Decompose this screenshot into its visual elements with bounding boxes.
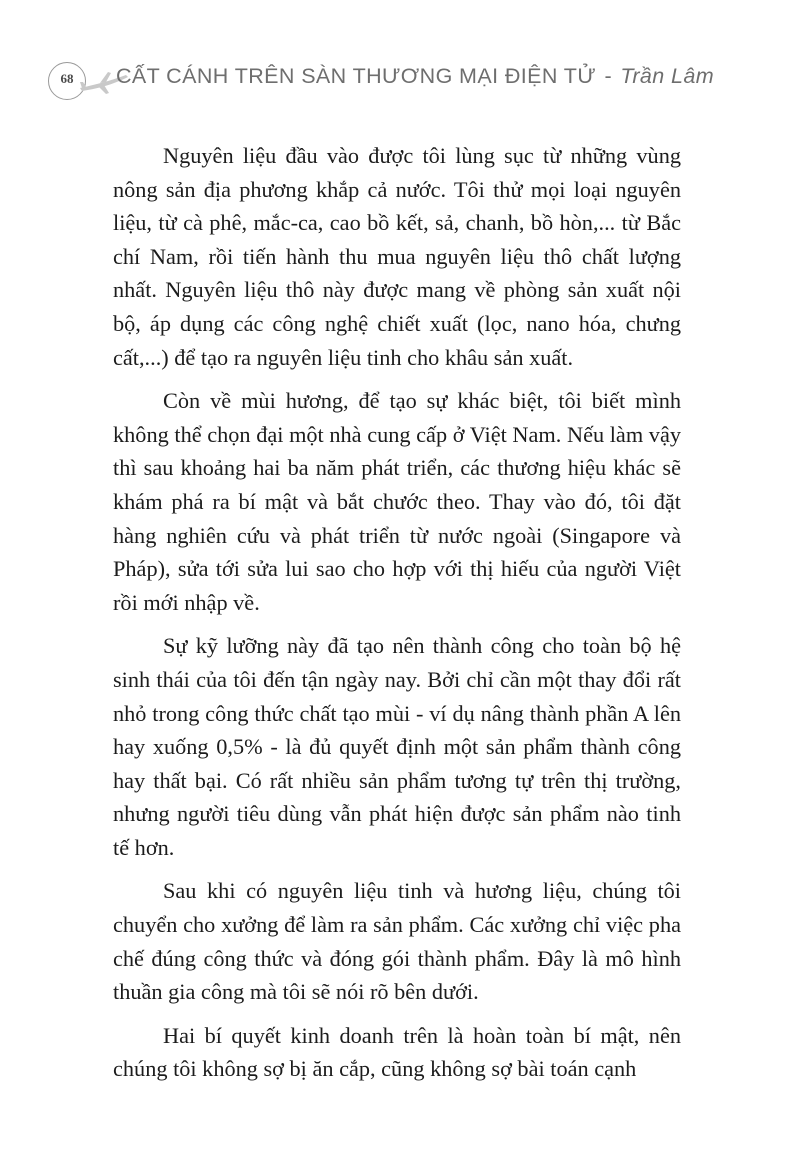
running-header [48, 62, 748, 102]
page-number: 68 [60, 71, 74, 86]
author-name: Trần Lâm [620, 64, 715, 88]
paragraph: Sự kỹ lưỡng này đã tạo nên thành công cho toàn bộ hệ sinh thái của tôi đến tận ngày nay. Bởi chỉ cần một thay đổi rất nhỏ trong công thức chất tạo mùi - ví dụ nâng thành phần A lên hay xuống 0,5% - là đủ quyết định một sản phẩm thành công hay thất bại. Có rất nhiều sản phẩm tương tự trên thị trường, nhưng người tiêu dùng vẫn phát hiện được sản phẩm nào tinh tế hơn. [113, 633, 681, 860]
running-title [116, 64, 714, 89]
body-text [113, 139, 681, 1096]
paragraph: Còn về mùi hương, để tạo sự khác biệt, tôi biết mình không thể chọn đại một nhà cung cấp ở Việt Nam. Nếu làm vậy thì sau khoảng hai ba năm phát triển, các thương hiệu khác sẽ khám phá ra bí mật và bắt chước theo. Thay vào đó, tôi đặt hàng nghiên cứu và phát triển từ nước ngoài (Singapore và Pháp), sửa tới sửa lui sao cho hợp với thị hiếu của người Việt rồi mới nhập về. [113, 388, 681, 615]
paragraph: Sau khi có nguyên liệu tinh và hương liệu, chúng tôi chuyển cho xưởng để làm ra sản phẩm. Các xưởng chỉ việc pha chế đúng công thức và đóng gói thành phẩm. Đây là mô hình thuần gia công mà tôi sẽ nói rõ bên dưới. [113, 878, 681, 1005]
paragraph: Nguyên liệu đầu vào được tôi lùng sục từ những vùng nông sản địa phương khắp cả nước. Tôi thử mọi loại nguyên liệu, từ cà phê, mắc-ca, cao bồ kết, sả, chanh, bồ hòn,... từ Bắc chí Nam, rồi tiến hành thu mua nguyên liệu thô chất lượng nhất. Nguyên liệu thô này được mang về phòng sản xuất nội bộ, áp dụng các công nghệ chiết xuất (lọc, nano hóa, chưng cất,...) để tạo ra nguyên liệu tinh cho khâu sản xuất. [113, 143, 681, 370]
title-separator: - [604, 64, 613, 88]
paragraph: Hai bí quyết kinh doanh trên là hoàn toàn bí mật, nên chúng tôi không sợ bị ăn cắp, cũng không sợ bài toán cạnh [113, 1022, 681, 1082]
book-title: CẤT CÁNH TRÊN SÀN THƯƠNG MẠI ĐIỆN TỬ [116, 64, 597, 88]
